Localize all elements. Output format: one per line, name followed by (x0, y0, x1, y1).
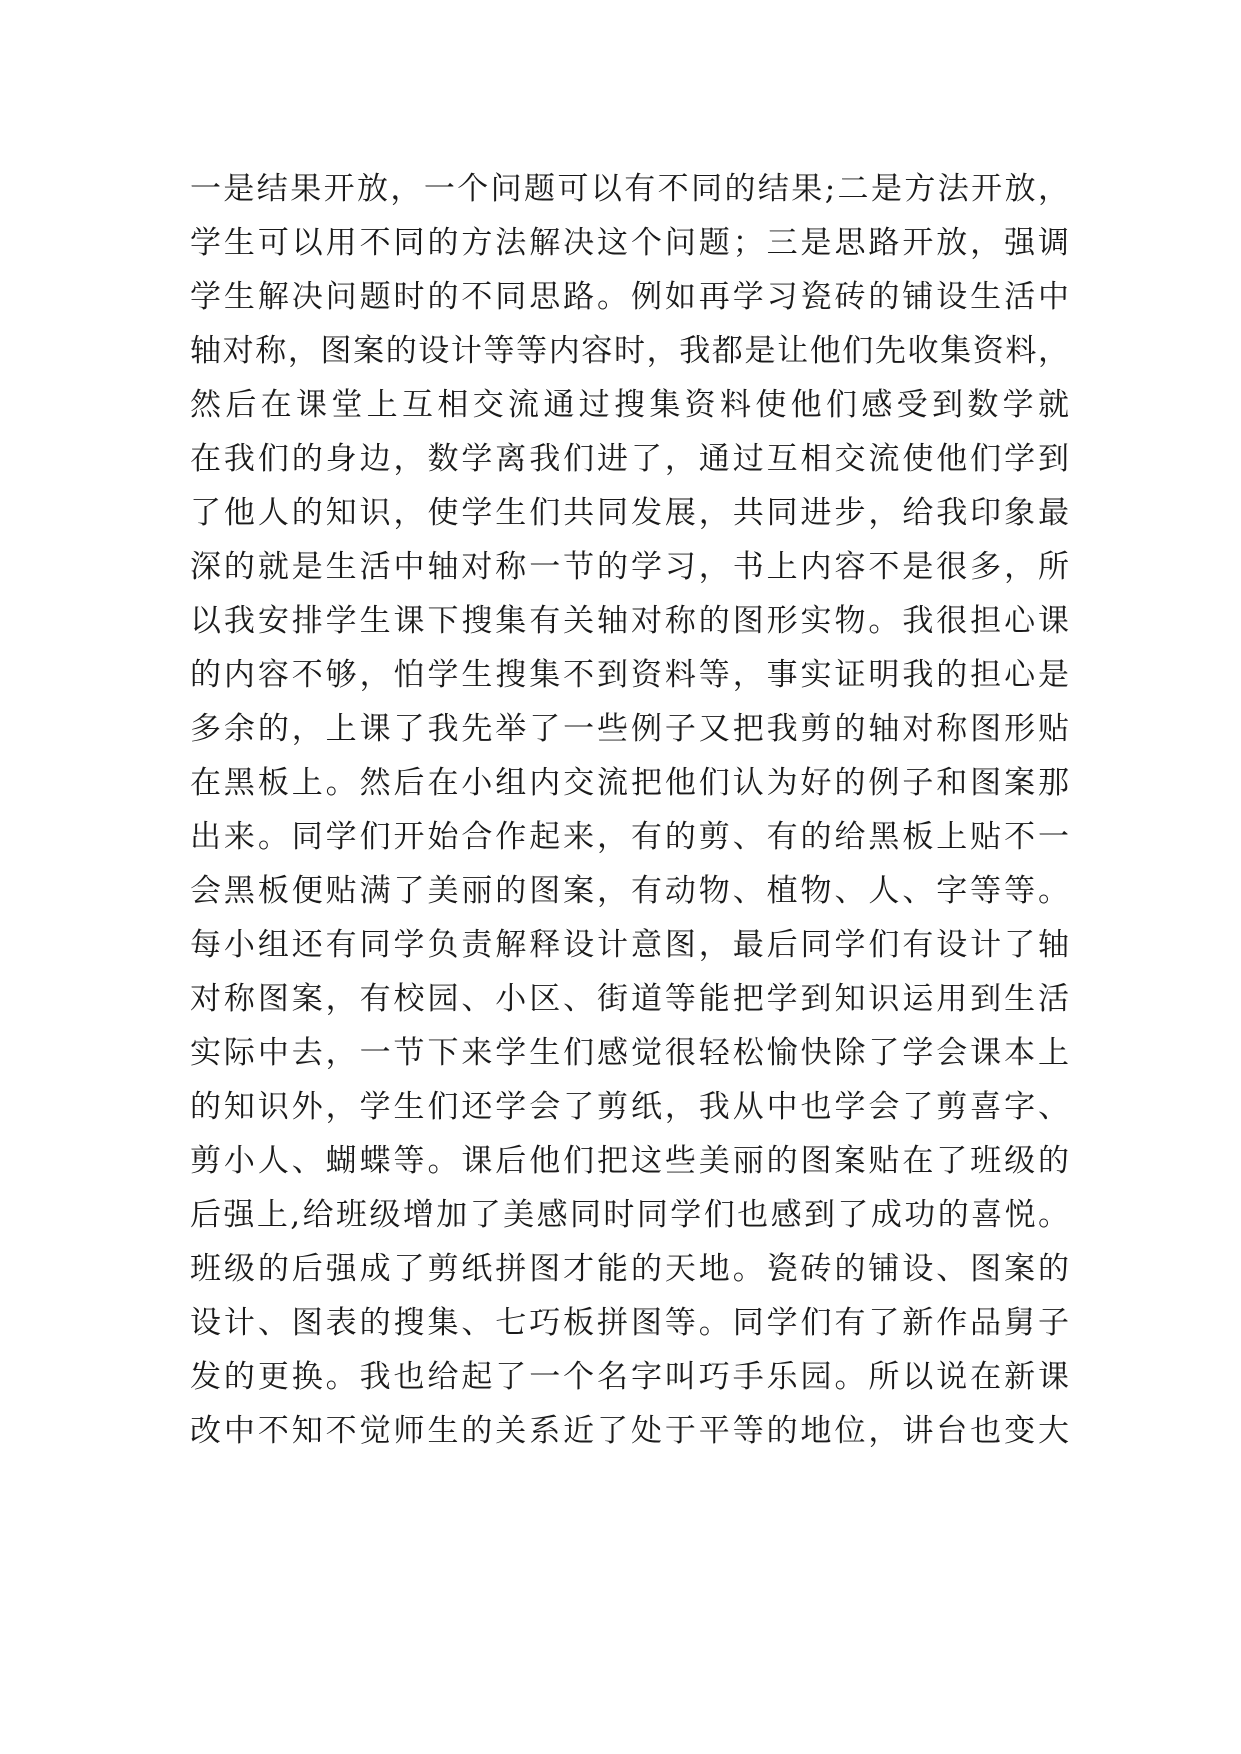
text-line: 班级的后强成了剪纸拼图才能的天地。瓷砖的铺设、图案的 (190, 1251, 1070, 1287)
text-line: 然后在课堂上互相交流通过搜集资料使他们感受到数学就 (190, 387, 1070, 423)
text-line: 实际中去，一节下来学生们感觉很轻松愉快除了学会课本上 (190, 1035, 1070, 1071)
text-line: 以我安排学生课下搜集有关轴对称的图形实物。我很担心课 (190, 603, 1070, 639)
text-line: 在我们的身边，数学离我们进了，通过互相交流使他们学到 (190, 441, 1070, 477)
text-line: 剪小人、蝴蝶等。课后他们把这些美丽的图案贴在了班级的 (190, 1143, 1070, 1179)
text-line: 后强上,给班级增加了美感同时同学们也感到了成功的喜悦。 (190, 1197, 1070, 1233)
text-line: 每小组还有同学负责解释设计意图，最后同学们有设计了轴 (190, 927, 1070, 963)
text-line: 多余的，上课了我先举了一些例子又把我剪的轴对称图形贴 (190, 711, 1070, 747)
text-line: 的内容不够，怕学生搜集不到资料等，事实证明我的担心是 (190, 657, 1070, 693)
text-line: 轴对称，图案的设计等等内容时，我都是让他们先收集资料， (190, 333, 1070, 369)
text-line: 一是结果开放，一个问题可以有不同的结果;二是方法开放， (190, 171, 1070, 207)
text-line: 对称图案，有校园、小区、街道等能把学到知识运用到生活 (190, 981, 1070, 1017)
text-line: 会黑板便贴满了美丽的图案，有动物、植物、人、字等等。 (190, 873, 1070, 909)
text-line: 学生解决问题时的不同思路。例如再学习瓷砖的铺设生活中 (190, 279, 1070, 315)
text-line: 出来。同学们开始合作起来，有的剪、有的给黑板上贴不一 (190, 819, 1070, 855)
text-line: 发的更换。我也给起了一个名字叫巧手乐园。所以说在新课 (190, 1359, 1070, 1395)
body-text (190, 162, 1070, 1458)
text-line: 设计、图表的搜集、七巧板拼图等。同学们有了新作品舅子 (190, 1305, 1070, 1341)
text-line: 改中不知不觉师生的关系近了处于平等的地位，讲台也变大 (190, 1413, 1070, 1449)
text-line: 深的就是生活中轴对称一节的学习，书上内容不是很多，所 (190, 549, 1070, 585)
text-line: 学生可以用不同的方法解决这个问题；三是思路开放，强调 (190, 225, 1070, 261)
text-line: 的知识外，学生们还学会了剪纸，我从中也学会了剪喜字、 (190, 1089, 1070, 1125)
text-line: 在黑板上。然后在小组内交流把他们认为好的例子和图案那 (190, 765, 1070, 801)
text-line: 了他人的知识，使学生们共同发展，共同进步，给我印象最 (190, 495, 1070, 531)
